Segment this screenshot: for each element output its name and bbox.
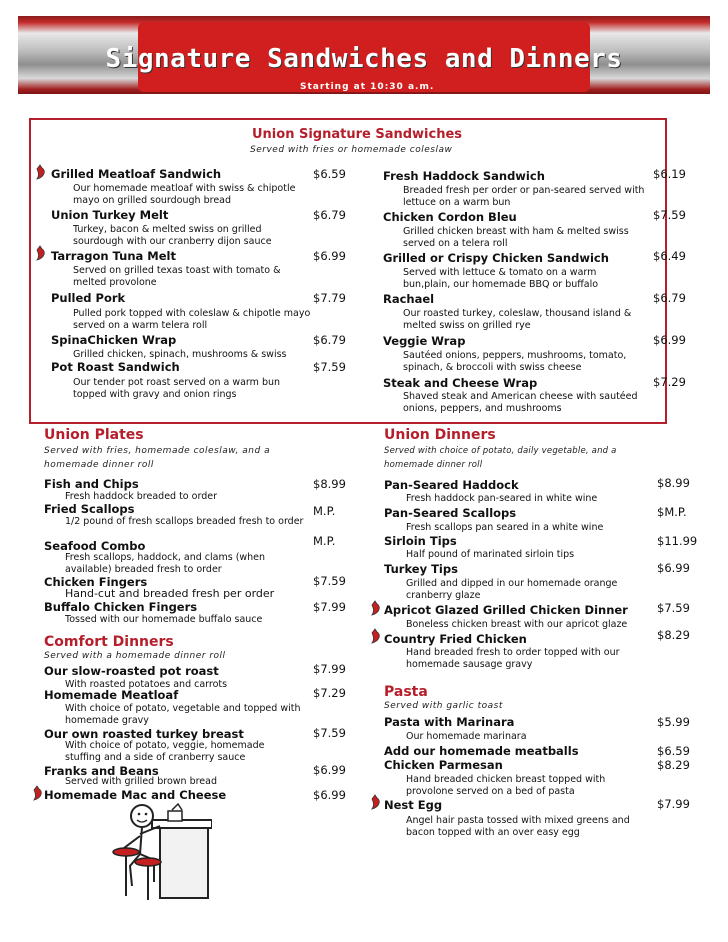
menu-item-desc: 1/2 pound of fresh scallops breaded fresh to order xyxy=(65,516,304,527)
menu-item-price: $11.99 xyxy=(657,534,698,548)
menu-item-name: Chicken Cordon Bleu xyxy=(383,210,517,224)
menu-item-desc: Our homemade marinara xyxy=(406,731,527,742)
menu-item-desc: Served with lettuce & tomato on a warm bun,plain, our homemade BBQ or buffalo xyxy=(403,267,599,290)
menu-item-price: $7.29 xyxy=(313,686,346,700)
dinners-subtitle: Served with choice of potato, daily vegetable, and a homemade dinner roll xyxy=(384,446,617,470)
menu-item-price: $7.59 xyxy=(313,574,346,588)
menu-item-price: $7.99 xyxy=(313,600,346,614)
menu-item-name: Sirloin Tips xyxy=(384,534,457,548)
menu-item-desc: Hand breaded fresh to order topped with our homemade sausage gravy xyxy=(406,647,620,670)
menu-item-price: $7.99 xyxy=(657,797,690,811)
menu-item-price: $8.29 xyxy=(657,628,690,642)
menu-item-desc: Our tender pot roast served on a warm bun topped with gravy and onion rings xyxy=(73,377,281,400)
menu-item-desc: Sautéed onions, peppers, mushrooms, tomato, spinach, & broccoli with swiss cheese xyxy=(403,350,627,373)
menu-item-name: Pulled Pork xyxy=(51,291,126,305)
menu-item-desc: Boneless chicken breast with our apricot glaze xyxy=(406,619,628,630)
pasta-subtitle: Served with garlic toast xyxy=(384,701,503,711)
menu-item-price: $6.99 xyxy=(657,561,690,575)
menu-item-desc: Shaved steak and American cheese with sautéed onions, peppers, and mushrooms xyxy=(403,391,638,414)
menu-item-name: Turkey Tips xyxy=(384,562,458,576)
menu-item-desc: Angel hair pasta tossed with mixed greens and bacon topped with an over easy egg xyxy=(406,815,630,838)
menu-item-name: Fish and Chips xyxy=(44,477,139,491)
plates-title: Union Plates xyxy=(44,427,144,443)
menu-item-desc: Tossed with our homemade buffalo sauce xyxy=(65,614,263,625)
menu-item-desc: With choice of potato, veggie, homemade stuffing and a side of cranberry sauce xyxy=(65,740,265,763)
menu-item-price: $5.99 xyxy=(657,715,690,729)
menu-item-name: Nest Egg xyxy=(384,798,443,812)
comfort-subtitle: Served with a homemade dinner roll xyxy=(44,651,226,661)
menu-item-price: $6.79 xyxy=(313,333,346,347)
menu-item-name: Apricot Glazed Grilled Chicken Dinner xyxy=(384,603,628,617)
menu-item-price: $6.59 xyxy=(313,167,346,181)
chili-icon xyxy=(33,164,47,180)
menu-item-desc: Fresh scallops pan seared in a white wine xyxy=(406,522,604,533)
menu-item-price: $6.79 xyxy=(653,291,686,305)
menu-item-name: Union Turkey Melt xyxy=(51,208,169,222)
menu-item-name: Our own roasted turkey breast xyxy=(44,727,244,741)
page-subtitle: Starting at 10:30 a.m. xyxy=(300,82,435,92)
menu-item-name: Pan-Seared Scallops xyxy=(384,506,517,520)
menu-item-desc: Fresh haddock breaded to order xyxy=(65,491,217,502)
menu-item-price: $8.99 xyxy=(657,476,690,490)
menu-item-desc: Grilled chicken, spinach, mushrooms & swiss xyxy=(73,349,287,360)
menu-item-price: $7.59 xyxy=(653,208,686,222)
menu-item-price: $7.59 xyxy=(313,360,346,374)
menu-item-desc: With roasted potatoes and carrots xyxy=(65,679,228,690)
menu-item-name: Fried Scallops xyxy=(44,502,135,516)
menu-item-name: SpinaChicken Wrap xyxy=(51,333,177,347)
menu-item-name: Homemade Mac and Cheese xyxy=(44,788,227,802)
menu-item-desc: Fresh scallops, haddock, and clams (when available) breaded fresh to order xyxy=(65,552,266,575)
menu-item-name: Veggie Wrap xyxy=(383,334,466,348)
menu-item-desc: Our homemade meatloaf with swiss & chipotle mayo on grilled sourdough bread xyxy=(73,183,296,206)
menu-item-price: $6.49 xyxy=(653,249,686,263)
menu-item-name: Chicken Fingers xyxy=(44,575,148,589)
menu-item-name: Homemade Meatloaf xyxy=(44,688,179,702)
menu-item-name: Pasta with Marinara xyxy=(384,715,515,729)
menu-item-name: Pan-Seared Haddock xyxy=(384,478,519,492)
menu-item-name: Our slow-roasted pot roast xyxy=(44,664,219,678)
menu-item-price: $6.99 xyxy=(313,788,346,802)
diner-illustration xyxy=(112,796,212,902)
menu-item-name: Rachael xyxy=(383,292,435,306)
plates-subtitle: Served with fries, homemade coleslaw, and a homemade dinner roll xyxy=(44,446,271,470)
menu-item-desc: Turkey, bacon & melted swiss on grilled sourdough with our cranberry dijon sauce xyxy=(73,224,272,247)
menu-item-name: Country Fried Chicken xyxy=(384,632,527,646)
chili-icon xyxy=(368,628,382,644)
menu-item-desc: Breaded fresh per order or pan-seared served with lettuce on a warm bun xyxy=(403,185,645,208)
menu-item-desc: Hand-cut and breaded fresh per order xyxy=(65,587,275,600)
menu-item-price: $8.29 xyxy=(657,758,690,772)
menu-item-name: Tarragon Tuna Melt xyxy=(51,249,176,263)
menu-item-price: $M.P. xyxy=(657,505,687,519)
menu-item-name: Franks and Beans xyxy=(44,764,159,778)
menu-item-price: $7.99 xyxy=(313,662,346,676)
menu-item-price: $6.99 xyxy=(653,333,686,347)
menu-item-desc: Hand breaded chicken breast topped with provolone served on a bed of pasta xyxy=(406,774,606,797)
menu-item-price: $6.99 xyxy=(313,249,346,263)
menu-item-price: $8.99 xyxy=(313,477,346,491)
menu-item-desc: With choice of potato, vegetable and topped with homemade gravy xyxy=(65,703,301,726)
sandwiches-title: Union Signature Sandwiches xyxy=(252,127,463,142)
menu-item-desc: Served with grilled brown bread xyxy=(65,776,217,787)
menu-item-price: $7.59 xyxy=(313,726,346,740)
menu-item-desc: Our roasted turkey, coleslaw, thousand island & melted swiss on grilled rye xyxy=(403,308,632,331)
comfort-title: Comfort Dinners xyxy=(44,634,174,650)
menu-item-name: Grilled or Crispy Chicken Sandwich xyxy=(383,251,609,265)
menu-item-price: $6.19 xyxy=(653,167,686,181)
menu-item-price: $6.59 xyxy=(657,744,690,758)
page-title: Signature Sandwiches and Dinners xyxy=(105,44,623,74)
menu-item-name: Chicken Parmesan xyxy=(384,758,503,772)
menu-item-desc: Half pound of marinated sirloin tips xyxy=(406,549,575,560)
chili-icon xyxy=(33,245,47,261)
chili-icon xyxy=(30,785,44,801)
menu-item-desc: Pulled pork topped with coleslaw & chipotle mayo served on a warm telera roll xyxy=(73,308,311,331)
menu-item-name: Steak and Cheese Wrap xyxy=(383,376,538,390)
menu-item-name: Add our homemade meatballs xyxy=(384,744,579,758)
menu-item-price: $6.99 xyxy=(313,763,346,777)
chili-icon xyxy=(368,600,382,616)
menu-item-price: $7.29 xyxy=(653,375,686,389)
menu-item-desc: Served on grilled texas toast with tomato & melted provolone xyxy=(73,265,281,288)
menu-item-name: Pot Roast Sandwich xyxy=(51,360,180,374)
menu-item-price: $7.59 xyxy=(657,601,690,615)
pasta-title: Pasta xyxy=(384,684,428,700)
menu-item-desc: Fresh haddock pan-seared in white wine xyxy=(406,493,598,504)
menu-item-price: M.P. xyxy=(313,504,336,518)
dinners-title: Union Dinners xyxy=(384,427,496,443)
chili-icon xyxy=(368,794,382,810)
menu-item-desc: Grilled chicken breast with ham & melted swiss served on a telera roll xyxy=(403,226,629,249)
menu-item-desc: Grilled and dipped in our homemade orange cranberry glaze xyxy=(406,578,618,601)
menu-item-name: Fresh Haddock Sandwich xyxy=(383,169,545,183)
menu-item-name: Buffalo Chicken Fingers xyxy=(44,600,198,614)
menu-item-price: $7.79 xyxy=(313,291,346,305)
menu-item-name: Seafood Combo xyxy=(44,539,146,553)
menu-item-price: $6.79 xyxy=(313,208,346,222)
sandwiches-subtitle: Served with fries or homemade coleslaw xyxy=(250,145,453,155)
menu-item-name: Grilled Meatloaf Sandwich xyxy=(51,167,222,181)
menu-item-price: M.P. xyxy=(313,534,336,548)
